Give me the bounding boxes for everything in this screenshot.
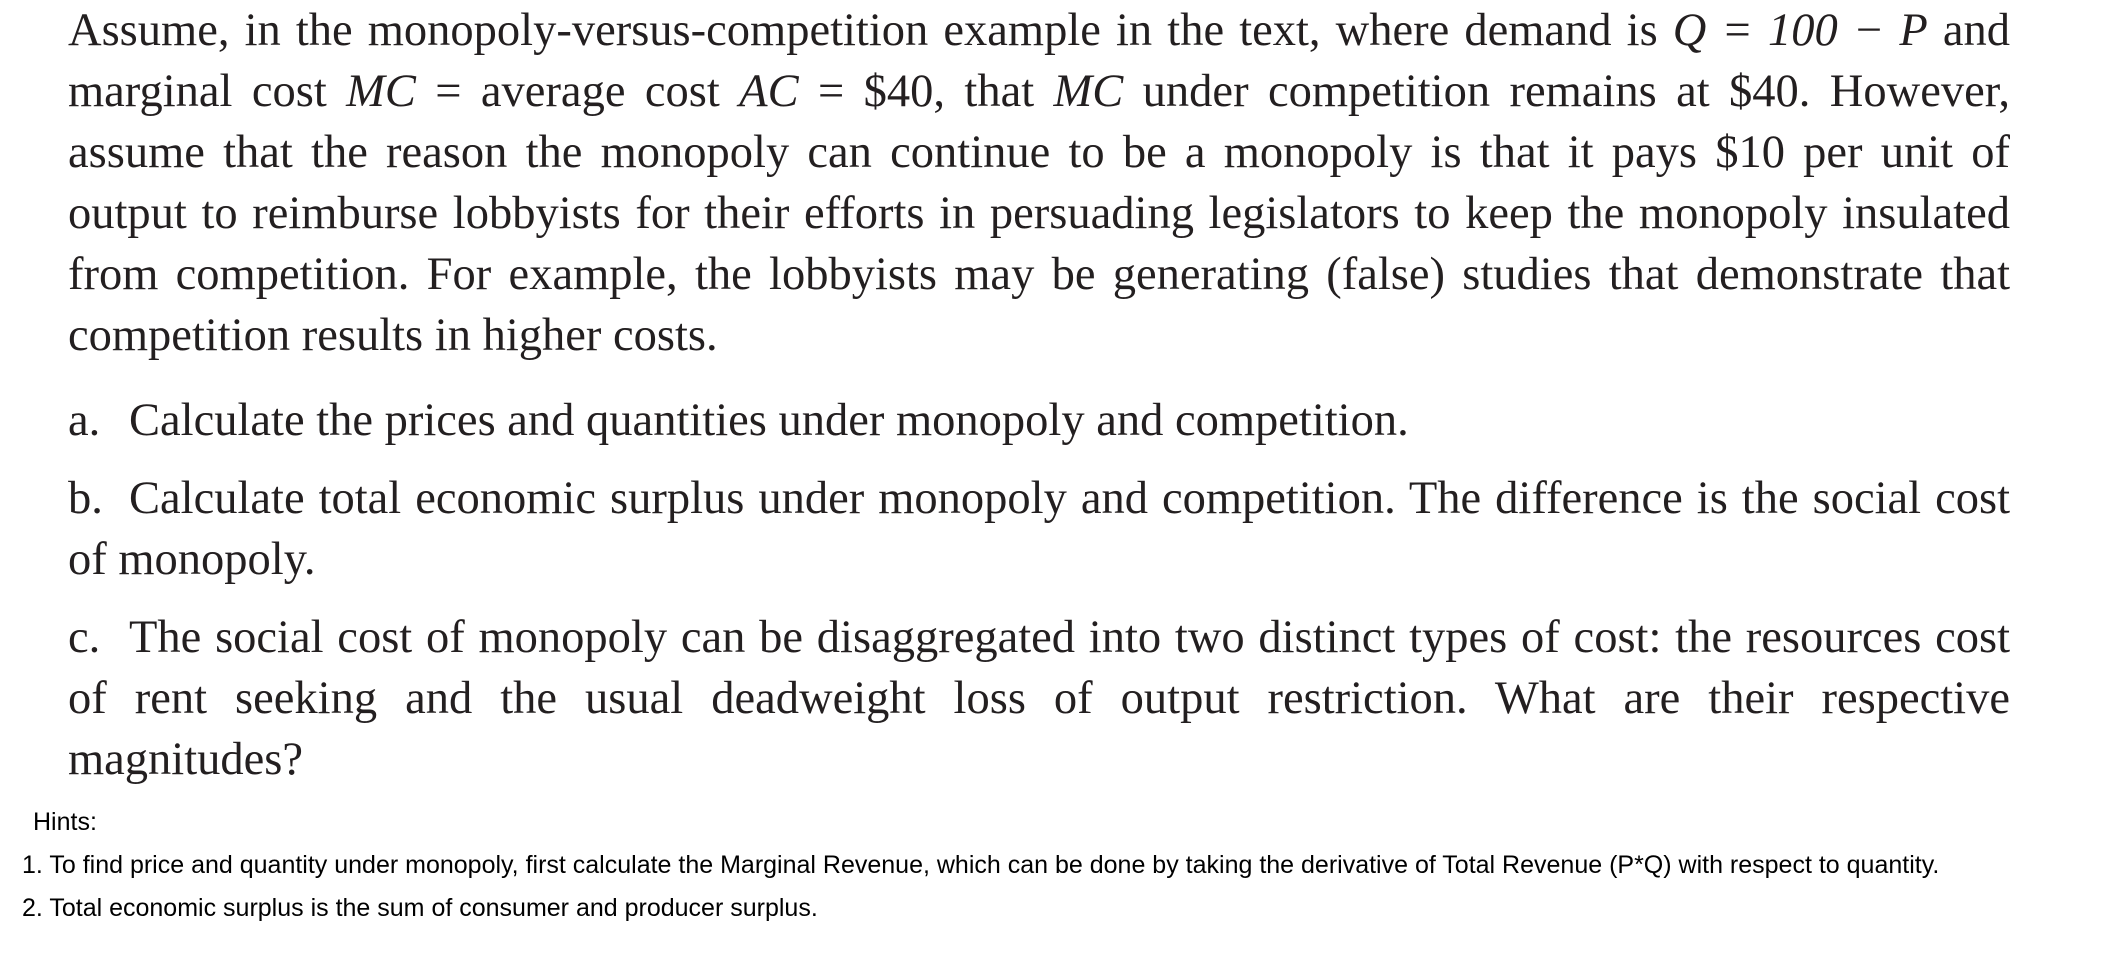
part-b-label: b. [68, 473, 103, 524]
part-b [68, 468, 2010, 590]
mc-symbol: MC [346, 66, 416, 117]
hint-1: 1. To find price and quantity under monopoly, first calculate the Marginal Revenue, which can be done by taking the derivative of Total Revenue (P*Q) with respect to quantity. [22, 851, 1940, 879]
part-c-text: The social cost of monopoly can be disaggregated into two distinct types of cost: the resources cost of rent seeking and the usual deadweight loss of output restriction. What are their respective magnitudes? [68, 612, 2010, 785]
hints-section [22, 806, 2012, 924]
intro-text-4: = $40, that [798, 66, 1054, 117]
problem-intro [68, 0, 2010, 366]
problem-statement [68, 0, 2010, 790]
mc-symbol-2: MC [1053, 66, 1124, 117]
hints-title: Hints: [33, 808, 97, 836]
intro-text-5: under competition remains at $40. However, assume that the reason the monopoly can continue to be a monopoly is that it pays $10 per unit of output to reimburse lobbyists for their efforts in persuading legislators to keep the monopoly insulated from competition. For example, the lobbyists may be generating (false) studies that demonstrate that competition results in higher costs. [68, 66, 2010, 361]
demand-equation [1673, 5, 1928, 56]
part-a-label: a. [68, 395, 101, 446]
part-a [68, 390, 2010, 451]
ac-symbol: AC [739, 66, 799, 117]
part-c-label: c. [68, 612, 101, 663]
hint-2: 2. Total economic surplus is the sum of consumer and producer surplus. [22, 894, 818, 922]
part-c [68, 607, 2010, 790]
part-a-text: Calculate the prices and quantities under monopoly and competition. [129, 395, 1409, 446]
part-b-text: Calculate total economic surplus under monopoly and competition. The difference is the social cost of monopoly. [68, 473, 2010, 585]
intro-text-3: = average cost [415, 66, 740, 117]
demand-equation-text: Q = 100 − P [1672, 5, 1928, 56]
intro-text-2: and marginal cost [68, 5, 2010, 117]
intro-text-1: Assume, in the monopoly-versus-competition example in the text, where demand is [68, 5, 1673, 56]
